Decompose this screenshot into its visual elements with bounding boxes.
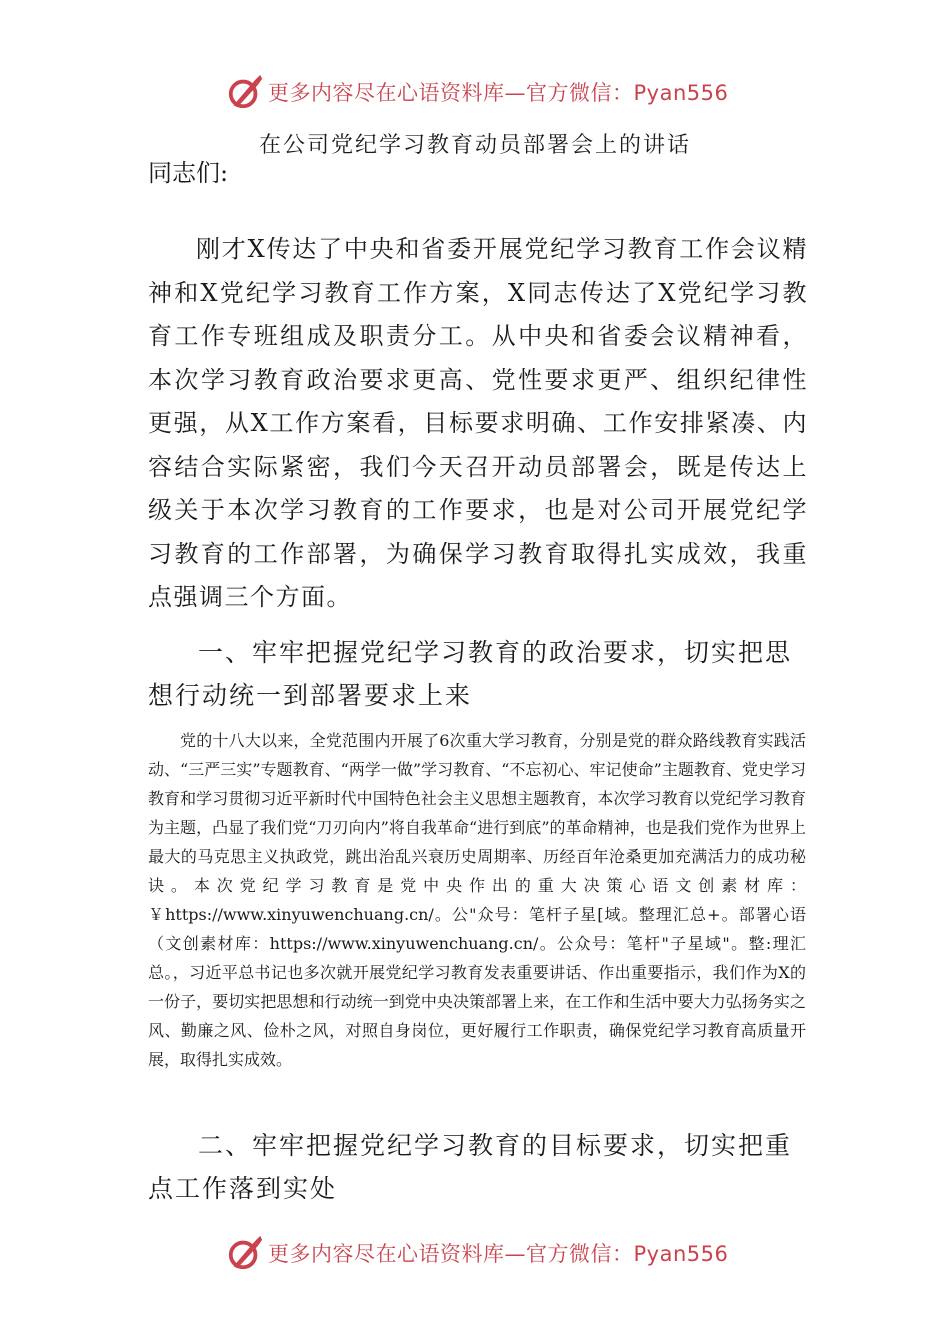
intro-paragraph: 刚才X传达了中央和省委开展党纪学习教育工作会议精神和X党纪学习教育工作方案，X同志传达了X党纪学习教育工作专班组成及职责分工。从中央和省委会议精神看，本次学习教育政治要求更高、党性要求更严、组织纪律性更强，从X工作方案看，目标要求明确、工作安排紧凑、内容结合实际紧密，我们今天召开动员部署会，既是传达上级关于本次学习教育的工作要求，也是对公司开展党纪学习教育的工作部署，为确保学习教育取得扎实成效，我重点强调三个方面。 <box>148 235 808 611</box>
section1-heading: 一、牢牢把握党纪学习教育的政治要求，切实把思想行动统一到部署要求上来 <box>148 638 793 710</box>
banner-text: 更多内容尽在心语资料库—官方微信：Pyan556 <box>268 1242 729 1266</box>
pen-logo-icon <box>226 1234 264 1272</box>
section1-paragraph: 党的十八大以来，全党范围内开展了6次重大学习教育，分别是党的群众路线教育实践活动、“三严三实”专题教育、“两学一做”学习教育、“不忘初心、牢记使命”主题教育、党史学习教育和学习贯彻习近平新时代中国特色社会主义思想主题教育，本次学习教育以党纪学习教育为主题，凸显了我们党“刀刃向内”将自我革命“进行到底”的革命精神，也是我们党作为世界上最大的马克思主义执政党，跳出治乱兴衰历史周期率、历经百年沧桑更加充满活力的成功秘诀。本次党纪学习教育是党中央作出的重大决策心语文创素材库：￥https://www.xinyuwenchuang.cn/。公"众号：笔杆子星[域。整理汇总+。部署心语（文创素材库：https://www.xinyuwenchuang.cn/。公众号：笔杆"子星域"。整:理汇总。，习近平总书记也多次就开展党纪学习教育发表重要讲话、作出重要指示，我们作为X的一份子，要切实把思想和行动统一到党中央决策部署上来，在工作和生活中要大力弘扬务实之风、勤廉之风、俭朴之风，对照自身岗位，更好履行工作职责，确保党纪学习教育高质量开展，取得扎实成效。 <box>148 731 806 1069</box>
document-title: 在公司党纪学习教育动员部署会上的讲话 <box>258 133 691 158</box>
greeting: 同志们: <box>148 159 229 187</box>
banner-text: 更多内容尽在心语资料库—官方微信：Pyan556 <box>268 81 729 105</box>
pen-logo-icon <box>226 73 264 111</box>
section2-heading: 二、牢牢把握党纪学习教育的目标要求，切实把重点工作落到实处 <box>148 1131 793 1203</box>
header-banner <box>226 72 729 112</box>
footer-banner <box>226 1233 729 1273</box>
